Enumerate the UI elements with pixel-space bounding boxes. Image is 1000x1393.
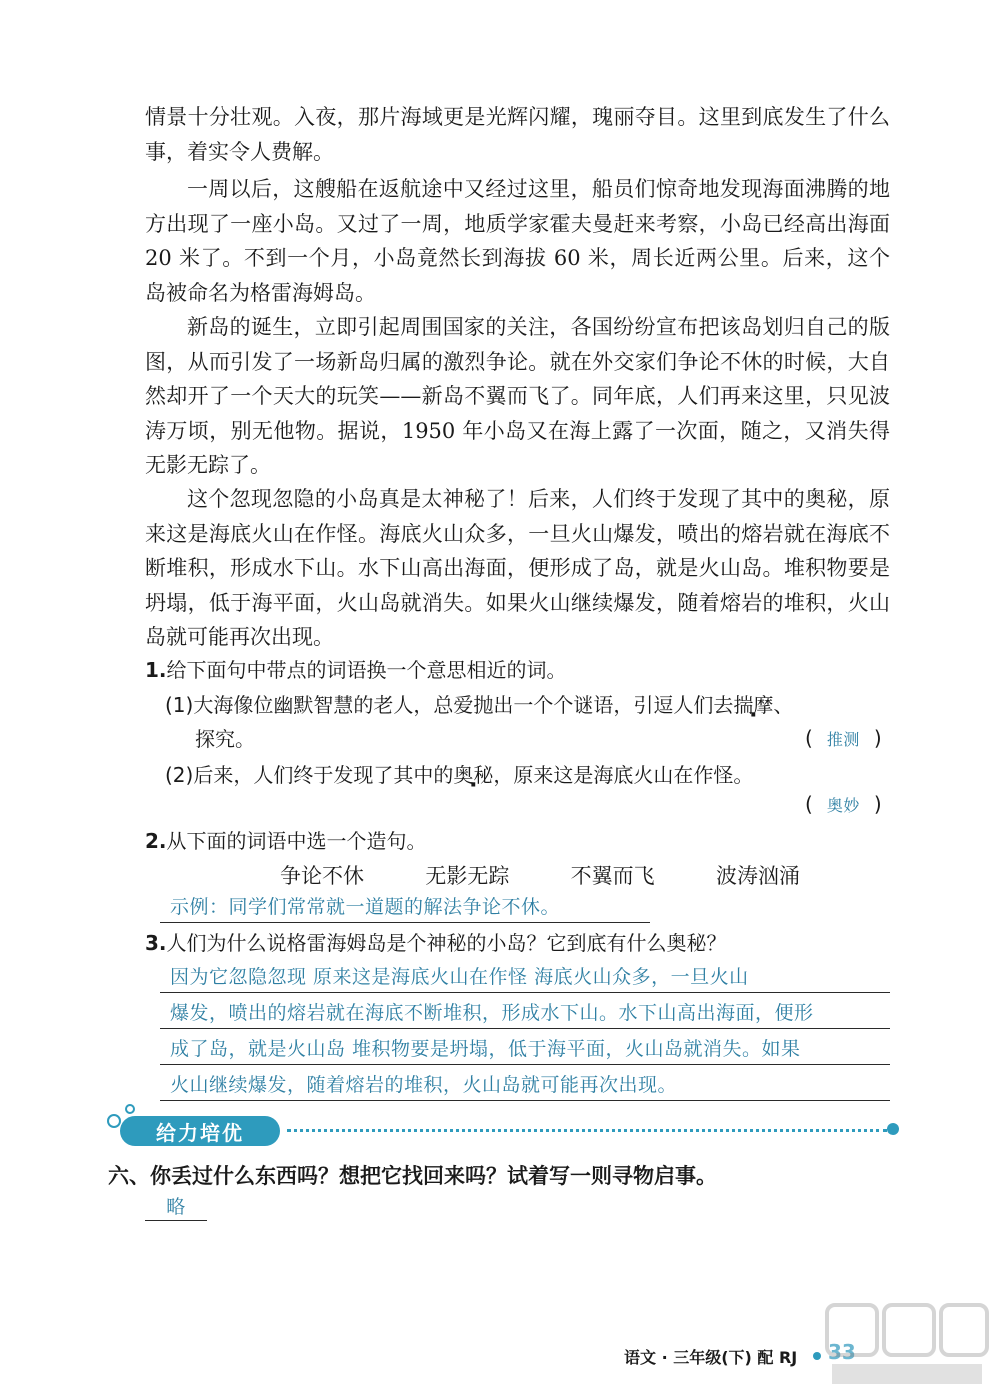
passage-paragraph-2: 新岛的诞生，立即引起周围国家的关注，各国纷纷宣布把该岛划归自己的版图，从而引发了一场新岛归属的激烈争论。就在外交家们争论不休的时候，大自然却开了一个天大的玩笑——新岛不翼而飞了。同年底，人们再来这里，只见波涛万顷，别无他物。据说，1950 年小岛又在海上露了一次面，随之，又消失得无影无踪了。 — [145, 315, 890, 477]
page-footer: 语文 · 三年级(下) 配 RJ — [624, 1348, 798, 1367]
question-3-title — [145, 928, 727, 958]
sentence-2-after: ，原来这是海底火山在作怪。 — [493, 763, 754, 787]
answer-2-line — [160, 888, 650, 923]
banner-dotted-line — [287, 1129, 887, 1132]
passage-paragraph-0: 情景十分壮观。入夜，那片海域更是光辉闪耀，瑰丽夺目。这里到底发生了什么事，着实令人费解。 — [145, 105, 890, 164]
question-1-sentence-2 — [165, 760, 895, 790]
answer-3-text-1: 因为它忽隐忽现 原来这是海底火山在作怪 海底火山众多，一旦火山 — [170, 966, 749, 988]
word-choice: 不翼而飞 — [570, 864, 655, 888]
word-choice: 无影无踪 — [425, 864, 510, 888]
question-3-number: 3. — [145, 931, 167, 955]
question-6-title: 六、你丢过什么东西吗？想把它找回来吗？试着写一则寻物启事。 — [108, 1164, 717, 1188]
sentence-1-after: 、 — [773, 693, 794, 717]
question-1-title — [145, 655, 567, 685]
page-number: 33 — [828, 1340, 856, 1364]
passage-paragraph-3: 这个忽现忽隐的小岛真是太神秘了！后来，人们终于发现了其中的奥秘，原来这是海底火山在作怪。海底火山众多，一旦火山爆发，喷出的熔岩就在海底不断堆积，形成水下山。水下山高出海面，便形成了岛，就是火山岛。堆积物要是坍塌，低于海平面，火山岛就消失。如果火山继续爆发，随着熔岩的堆积，火山岛就可能再次出现。 — [145, 487, 890, 649]
answer-3-text-2: 爆发，喷出的熔岩就在海底不断堆积，形成水下山。水下山高出海面，便形 — [170, 1002, 814, 1024]
sentence-1-before: (1)大海像位幽默智慧的老人，总爱抛出一个个谜语，引逗人们去 — [165, 693, 734, 717]
answer-1-2-paren: ( 奥妙 ) — [805, 792, 882, 816]
bubble-icon — [107, 1114, 121, 1128]
dotted-word-aomi: 奥秘 — [453, 763, 494, 787]
watermark-logo — [822, 1300, 992, 1390]
question-1-sentence-1-line-2: 探究。 — [195, 727, 255, 751]
footer-dot — [813, 1352, 821, 1360]
section-banner — [105, 1108, 900, 1152]
answer-1-1-paren: ( 推测 ) — [805, 726, 882, 750]
answer-6-text: 略 — [166, 1196, 186, 1218]
question-2-number: 2. — [145, 829, 167, 853]
answer-2-text: 示例：同学们常常就一道题的解法争论不休。 — [170, 896, 561, 918]
question-1-text: 给下面句中带点的词语换一个意思相近的词。 — [166, 658, 567, 682]
answer-6-line — [145, 1192, 207, 1221]
question-3-text: 人们为什么说格雷海姆岛是个神秘的小岛？它到底有什么奥秘？ — [166, 931, 727, 955]
answer-3-line-1 — [160, 958, 890, 993]
question-2-title — [145, 826, 427, 856]
answer-3-line-4 — [160, 1066, 890, 1101]
answer-3-line-2 — [160, 994, 890, 1029]
answer-3-text-4: 火山继续爆发，随着熔岩的堆积，火山岛就可能再次出现。 — [170, 1074, 678, 1096]
question-1-sentence-1 — [165, 690, 895, 720]
question-1-number: 1. — [145, 658, 167, 682]
word-choice: 波涛汹涌 — [715, 864, 800, 888]
banner-end-dot — [887, 1123, 899, 1135]
word-choice: 争论不休 — [280, 864, 364, 888]
answer-1-2: 奥妙 — [826, 796, 860, 815]
word-choices — [280, 860, 800, 890]
sentence-2-before: (2)后来，人们终于发现了其中的 — [165, 763, 454, 787]
dotted-word-chuaimo: 揣摩 — [733, 693, 774, 717]
bubble-icon — [125, 1104, 135, 1114]
question-2-text: 从下面的词语中选一个造句。 — [166, 829, 427, 853]
passage-paragraph-1: 一周以后，这艘船在返航途中又经过这里，船员们惊奇地发现海面沸腾的地方出现了一座小岛。又过了一周，地质学家霍夫曼赶来考察，小岛已经高出海面 20 米了。不到一个月，小岛竟然长到海拔 60 米，周长近两公里。后来，这个岛被命名为格雷海姆岛。 — [145, 177, 890, 305]
answer-3-line-3 — [160, 1030, 890, 1065]
answer-1-1: 推测 — [826, 730, 860, 749]
answer-3-text-3: 成了岛，就是火山岛 堆积物要是坍塌，低于海平面，火山岛就消失。如果 — [170, 1038, 801, 1060]
banner-label: 给力培优 — [120, 1116, 280, 1146]
